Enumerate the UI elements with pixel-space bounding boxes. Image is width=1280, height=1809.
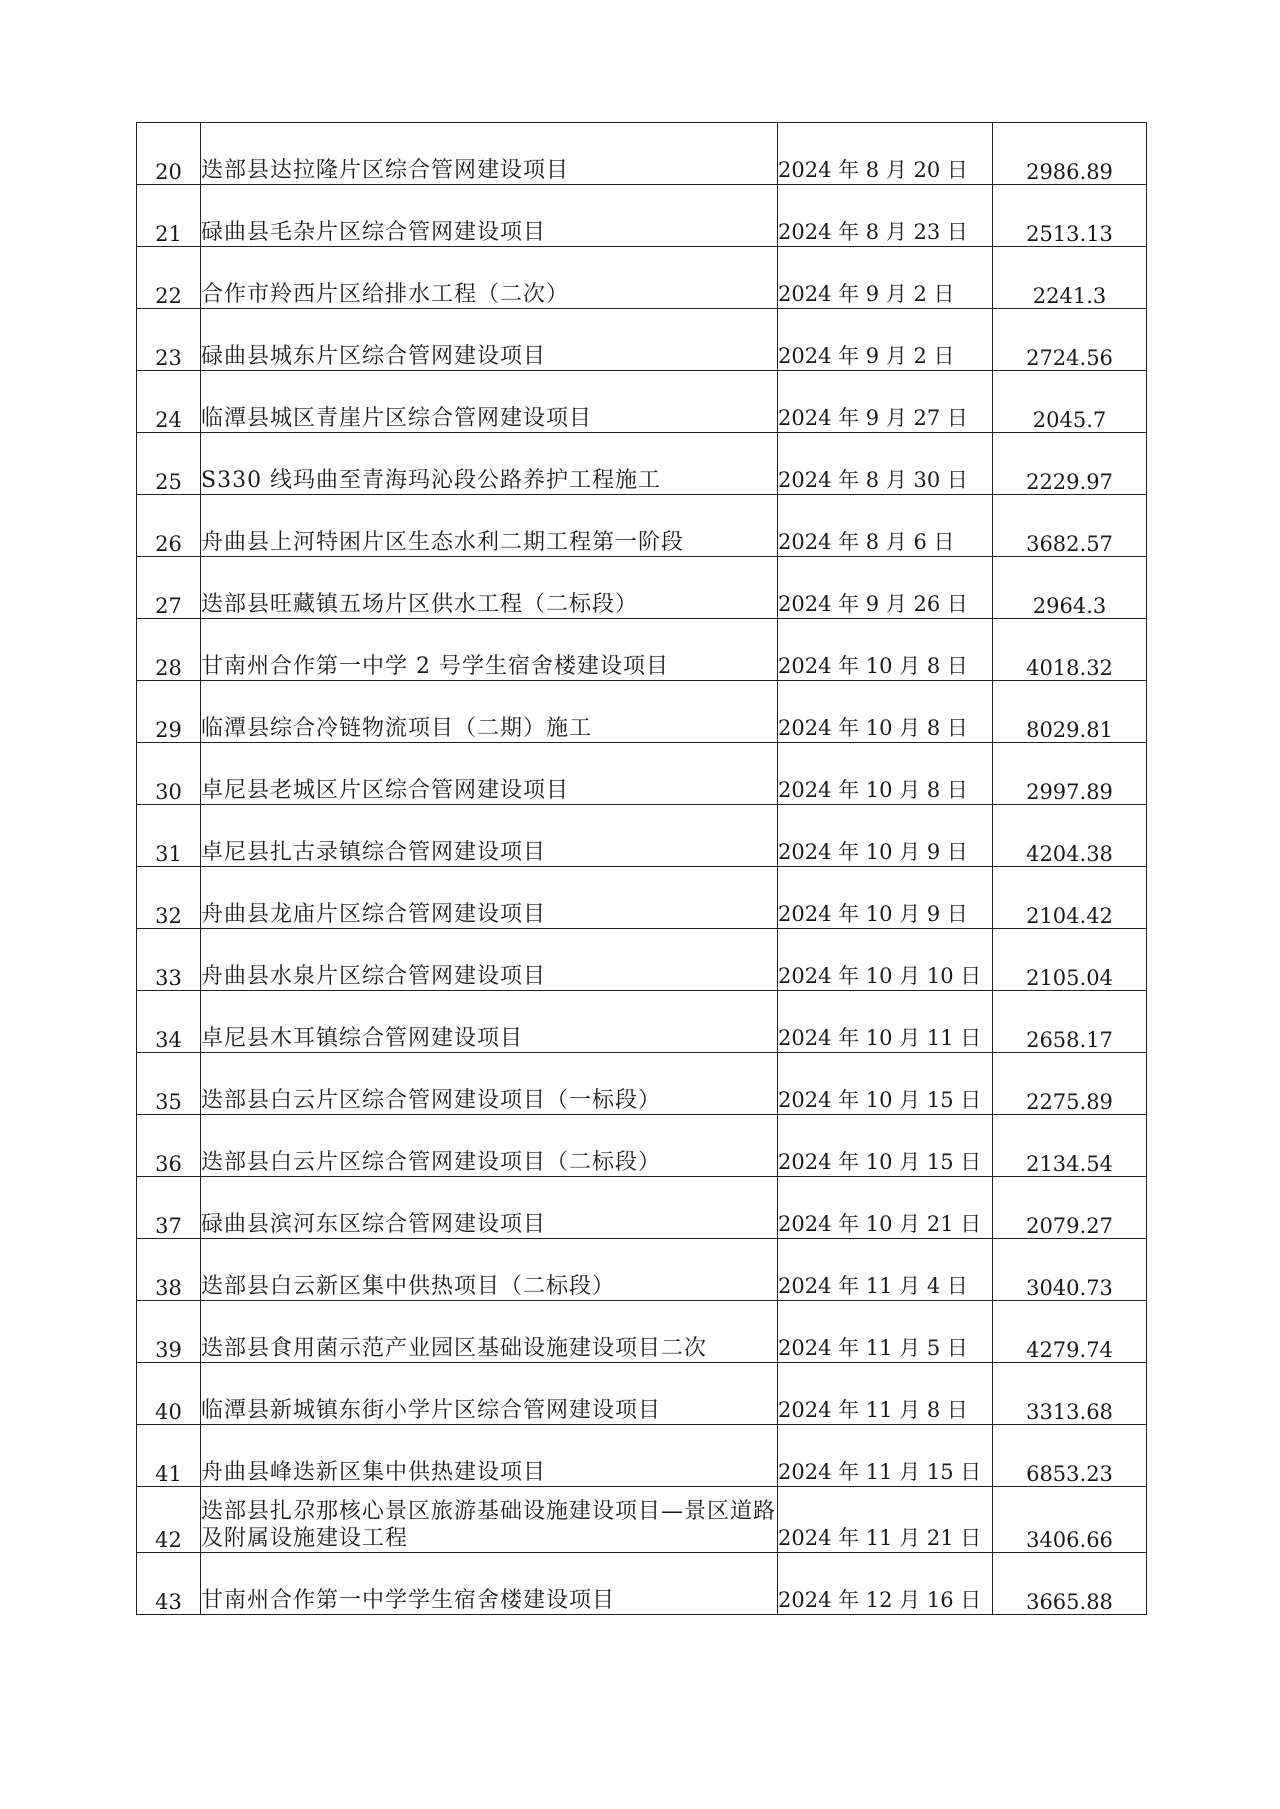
row-number: 20 bbox=[137, 123, 201, 185]
project-date: 2024 年 11 月 21 日 bbox=[778, 1487, 993, 1553]
row-number: 34 bbox=[137, 991, 201, 1053]
table-row bbox=[137, 309, 1147, 371]
project-amount: 2241.3 bbox=[993, 247, 1147, 309]
project-name: 迭部县达拉隆片区综合管网建设项目 bbox=[201, 123, 778, 185]
project-amount: 8029.81 bbox=[993, 681, 1147, 743]
project-name: 临潭县综合冷链物流项目（二期）施工 bbox=[201, 681, 778, 743]
project-amount: 6853.23 bbox=[993, 1425, 1147, 1487]
project-date: 2024 年 11 月 4 日 bbox=[778, 1239, 993, 1301]
table-row bbox=[137, 495, 1147, 557]
project-date: 2024 年 8 月 30 日 bbox=[778, 433, 993, 495]
row-number: 37 bbox=[137, 1177, 201, 1239]
project-date: 2024 年 8 月 20 日 bbox=[778, 123, 993, 185]
table-row bbox=[137, 123, 1147, 185]
row-number: 25 bbox=[137, 433, 201, 495]
project-date: 2024 年 9 月 27 日 bbox=[778, 371, 993, 433]
table-row bbox=[137, 371, 1147, 433]
project-amount: 2079.27 bbox=[993, 1177, 1147, 1239]
project-name: 舟曲县水泉片区综合管网建设项目 bbox=[201, 929, 778, 991]
project-amount: 3040.73 bbox=[993, 1239, 1147, 1301]
row-number: 22 bbox=[137, 247, 201, 309]
project-name: 舟曲县上河特困片区生态水利二期工程第一阶段 bbox=[201, 495, 778, 557]
project-amount: 2275.89 bbox=[993, 1053, 1147, 1115]
project-amount: 2229.97 bbox=[993, 433, 1147, 495]
project-date: 2024 年 10 月 11 日 bbox=[778, 991, 993, 1053]
project-name: 迭部县扎尕那核心景区旅游基础设施建设项目—景区道路及附属设施建设工程 bbox=[201, 1487, 778, 1553]
project-amount: 4279.74 bbox=[993, 1301, 1147, 1363]
project-date: 2024 年 10 月 9 日 bbox=[778, 805, 993, 867]
row-number: 28 bbox=[137, 619, 201, 681]
project-amount: 3313.68 bbox=[993, 1363, 1147, 1425]
project-date: 2024 年 10 月 8 日 bbox=[778, 619, 993, 681]
project-amount: 3665.88 bbox=[993, 1553, 1147, 1615]
project-date: 2024 年 10 月 21 日 bbox=[778, 1177, 993, 1239]
project-name: 迭部县白云新区集中供热项目（二标段） bbox=[201, 1239, 778, 1301]
project-date: 2024 年 10 月 10 日 bbox=[778, 929, 993, 991]
table-row bbox=[137, 619, 1147, 681]
table-row bbox=[137, 557, 1147, 619]
project-amount: 2105.04 bbox=[993, 929, 1147, 991]
table-row bbox=[137, 929, 1147, 991]
project-name: 临潭县新城镇东街小学片区综合管网建设项目 bbox=[201, 1363, 778, 1425]
project-amount: 2964.3 bbox=[993, 557, 1147, 619]
project-name: 碌曲县城东片区综合管网建设项目 bbox=[201, 309, 778, 371]
table-row bbox=[137, 1177, 1147, 1239]
project-amount: 2045.7 bbox=[993, 371, 1147, 433]
project-amount: 2724.56 bbox=[993, 309, 1147, 371]
project-name: 碌曲县滨河东区综合管网建设项目 bbox=[201, 1177, 778, 1239]
row-number: 30 bbox=[137, 743, 201, 805]
project-date: 2024 年 9 月 2 日 bbox=[778, 309, 993, 371]
project-date: 2024 年 10 月 8 日 bbox=[778, 743, 993, 805]
row-number: 41 bbox=[137, 1425, 201, 1487]
row-number: 43 bbox=[137, 1553, 201, 1615]
project-name: 卓尼县老城区片区综合管网建设项目 bbox=[201, 743, 778, 805]
table-row bbox=[137, 1301, 1147, 1363]
table-row bbox=[137, 743, 1147, 805]
table-row bbox=[137, 805, 1147, 867]
project-amount: 2658.17 bbox=[993, 991, 1147, 1053]
project-name: 卓尼县扎古录镇综合管网建设项目 bbox=[201, 805, 778, 867]
row-number: 38 bbox=[137, 1239, 201, 1301]
project-name: 迭部县白云片区综合管网建设项目（一标段） bbox=[201, 1053, 778, 1115]
project-date: 2024 年 11 月 15 日 bbox=[778, 1425, 993, 1487]
table-row bbox=[137, 1425, 1147, 1487]
project-date: 2024 年 11 月 5 日 bbox=[778, 1301, 993, 1363]
project-name: 迭部县白云片区综合管网建设项目（二标段） bbox=[201, 1115, 778, 1177]
project-date: 2024 年 8 月 23 日 bbox=[778, 185, 993, 247]
project-name: 临潭县城区青崖片区综合管网建设项目 bbox=[201, 371, 778, 433]
table-row bbox=[137, 1239, 1147, 1301]
project-name: 甘南州合作第一中学 2 号学生宿舍楼建设项目 bbox=[201, 619, 778, 681]
table-row bbox=[137, 1363, 1147, 1425]
project-name: S330 线玛曲至青海玛沁段公路养护工程施工 bbox=[201, 433, 778, 495]
table-row bbox=[137, 1487, 1147, 1553]
project-name: 迭部县旺藏镇五场片区供水工程（二标段） bbox=[201, 557, 778, 619]
row-number: 32 bbox=[137, 867, 201, 929]
row-number: 27 bbox=[137, 557, 201, 619]
table-row bbox=[137, 433, 1147, 495]
row-number: 31 bbox=[137, 805, 201, 867]
project-amount: 2513.13 bbox=[993, 185, 1147, 247]
project-amount: 4018.32 bbox=[993, 619, 1147, 681]
row-number: 40 bbox=[137, 1363, 201, 1425]
table-row bbox=[137, 991, 1147, 1053]
table-row bbox=[137, 1553, 1147, 1615]
table-row bbox=[137, 247, 1147, 309]
project-name: 舟曲县峰迭新区集中供热建设项目 bbox=[201, 1425, 778, 1487]
project-name: 碌曲县毛杂片区综合管网建设项目 bbox=[201, 185, 778, 247]
row-number: 21 bbox=[137, 185, 201, 247]
table-row bbox=[137, 867, 1147, 929]
table-row bbox=[137, 681, 1147, 743]
project-date: 2024 年 9 月 26 日 bbox=[778, 557, 993, 619]
table-row bbox=[137, 1115, 1147, 1177]
project-name: 卓尼县木耳镇综合管网建设项目 bbox=[201, 991, 778, 1053]
project-date: 2024 年 10 月 15 日 bbox=[778, 1053, 993, 1115]
project-date: 2024 年 9 月 2 日 bbox=[778, 247, 993, 309]
project-name: 合作市羚西片区给排水工程（二次） bbox=[201, 247, 778, 309]
project-table bbox=[136, 122, 1147, 1615]
project-amount: 3682.57 bbox=[993, 495, 1147, 557]
project-name: 迭部县食用菌示范产业园区基础设施建设项目二次 bbox=[201, 1301, 778, 1363]
project-amount: 4204.38 bbox=[993, 805, 1147, 867]
project-amount: 2997.89 bbox=[993, 743, 1147, 805]
row-number: 35 bbox=[137, 1053, 201, 1115]
project-amount: 3406.66 bbox=[993, 1487, 1147, 1553]
project-table-body bbox=[137, 123, 1147, 1615]
table-row bbox=[137, 1053, 1147, 1115]
project-name: 甘南州合作第一中学学生宿舍楼建设项目 bbox=[201, 1553, 778, 1615]
project-date: 2024 年 12 月 16 日 bbox=[778, 1553, 993, 1615]
project-amount: 2134.54 bbox=[993, 1115, 1147, 1177]
project-amount: 2986.89 bbox=[993, 123, 1147, 185]
project-date: 2024 年 8 月 6 日 bbox=[778, 495, 993, 557]
row-number: 39 bbox=[137, 1301, 201, 1363]
row-number: 24 bbox=[137, 371, 201, 433]
project-date: 2024 年 11 月 8 日 bbox=[778, 1363, 993, 1425]
row-number: 33 bbox=[137, 929, 201, 991]
project-date: 2024 年 10 月 15 日 bbox=[778, 1115, 993, 1177]
project-amount: 2104.42 bbox=[993, 867, 1147, 929]
project-name: 舟曲县龙庙片区综合管网建设项目 bbox=[201, 867, 778, 929]
row-number: 36 bbox=[137, 1115, 201, 1177]
row-number: 23 bbox=[137, 309, 201, 371]
table-row bbox=[137, 185, 1147, 247]
project-date: 2024 年 10 月 8 日 bbox=[778, 681, 993, 743]
project-date: 2024 年 10 月 9 日 bbox=[778, 867, 993, 929]
row-number: 42 bbox=[137, 1487, 201, 1553]
row-number: 26 bbox=[137, 495, 201, 557]
row-number: 29 bbox=[137, 681, 201, 743]
